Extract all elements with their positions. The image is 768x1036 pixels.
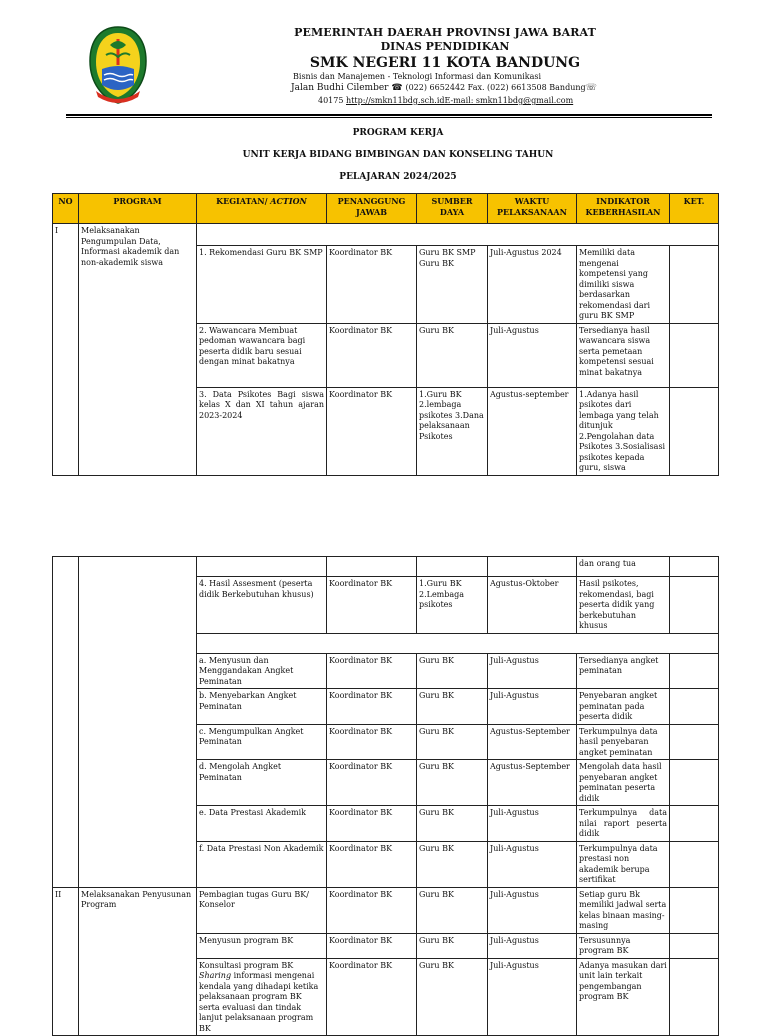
jawa-barat-emblem-icon	[88, 25, 148, 105]
indikator-cell: dan orang tua	[577, 557, 670, 577]
sumber-cell: Guru BK	[417, 841, 488, 887]
ket-cell	[670, 323, 719, 387]
section-2-program: Melaksanakan Penyusunan Program	[79, 887, 197, 1036]
school-contact	[318, 96, 638, 106]
sumber-cell: Guru BK	[417, 689, 488, 725]
kegiatan-cell: 2. Wawancara Membuat pedoman wawancara bagi peserta didik baru sesuai dengan minat bakatnya	[197, 323, 327, 387]
pj-cell: Koordinator BK	[327, 933, 417, 958]
indikator-cell: Hasil psikotes, rekomendasi, bagi peserta didik yang berkebutuhan khusus	[577, 577, 670, 634]
kegiatan-cell: d. Mengolah Angket Peminatan	[197, 760, 327, 806]
header-rule-thick	[66, 114, 712, 116]
header-rule-thin	[66, 117, 712, 118]
header-pj: PENANGGUNG JAWAB	[327, 194, 417, 224]
ket-cell	[670, 246, 719, 324]
waktu-cell: Juli-Agustus	[488, 887, 577, 933]
kegiatan-cell: a. Menyusun dan Menggandakan Angket Peminatan	[197, 653, 327, 689]
kegiatan-cell: Pembagian tugas Guru BK/ Konselor	[197, 887, 327, 933]
sumber-cell: 1.Guru BK 2.Lembaga psikotes	[417, 577, 488, 634]
gov-name: PEMERINTAH DAERAH PROVINSI JAWA BARAT	[294, 26, 596, 39]
website-link[interactable]: http://smkn11bdg.sch.id	[346, 96, 445, 105]
ket-cell	[670, 724, 719, 760]
sumber-cell: Guru BK SMP Guru BK	[417, 246, 488, 324]
kegiatan-cell: Menyusun program BK	[197, 933, 327, 958]
indikator-cell: Terkumpulnya data nilai raport peserta didik	[577, 806, 670, 842]
school-address	[291, 82, 611, 94]
school-programs: Bisnis dan Manajemen - Teknologi Informasi dan Komunikasi	[293, 72, 542, 81]
indikator-cell: Tersusunnya program BK	[577, 933, 670, 958]
title-line-2: UNIT KERJA BIDANG BIMBINGAN DAN KONSELING TAHUN	[242, 150, 554, 160]
kegiatan-cell: e. Data Prestasi Akademik	[197, 806, 327, 842]
header-ket: KET.	[670, 194, 719, 224]
email-link[interactable]: E-mail: smkn11bdg@gmail.com	[444, 96, 574, 105]
pj-cell: Koordinator BK	[327, 724, 417, 760]
school-name: SMK NEGERI 11 KOTA BANDUNG	[309, 55, 581, 71]
fax-icon: ☏	[585, 83, 597, 93]
waktu-cell: Juli-Agustus	[488, 653, 577, 689]
pj-cell: Koordinator BK	[327, 887, 417, 933]
spacer-cell	[197, 224, 719, 246]
pj-cell: Koordinator BK	[327, 387, 417, 475]
table-row	[53, 224, 719, 246]
ket-cell	[670, 689, 719, 725]
section-2-no: II	[53, 887, 79, 1036]
kegiatan-cell: 3. Data Psikotes Bagi siswa kelas X dan XI tahun ajaran 2023-2024	[197, 387, 327, 475]
kegiatan-cell: b. Menyebarkan Angket Peminatan	[197, 689, 327, 725]
section-1-no: I	[53, 224, 79, 476]
table-row	[53, 887, 719, 933]
kegiatan-cell	[197, 557, 327, 577]
ket-cell	[670, 806, 719, 842]
work-program-table-part-1	[52, 193, 719, 476]
pj-cell: Koordinator BK	[327, 689, 417, 725]
table-header-row	[53, 194, 719, 224]
kegiatan-cell	[197, 958, 327, 1036]
waktu-cell: Agustus-september	[488, 387, 577, 475]
kegiatan-cell: c. Mengumpulkan Angket Peminatan	[197, 724, 327, 760]
spacer-cell	[197, 633, 719, 653]
indikator-cell: Terkumpulnya data hasil penyebaran angket peminatan	[577, 724, 670, 760]
sumber-cell: Guru BK	[417, 806, 488, 842]
pj-cell: Koordinator BK	[327, 323, 417, 387]
pj-cell: Koordinator BK	[327, 806, 417, 842]
phone-icon: ☎	[391, 83, 403, 93]
pj-cell	[327, 557, 417, 577]
kegiatan-cell: 4. Hasil Assesment (peserta didik Berkebutuhan khusus)	[197, 577, 327, 634]
sumber-cell: Guru BK	[417, 887, 488, 933]
header-sumber: SUMBER DAYA	[417, 194, 488, 224]
kegiatan-cell: f. Data Prestasi Non Akademik	[197, 841, 327, 887]
title-line-1: PROGRAM KERJA	[352, 128, 444, 138]
ket-cell	[670, 933, 719, 958]
waktu-cell: Juli-Agustus	[488, 958, 577, 1036]
pj-cell: Koordinator BK	[327, 653, 417, 689]
kegiatan-text-pre: Konsultasi program BK	[199, 960, 294, 970]
sumber-cell: Guru BK	[417, 933, 488, 958]
waktu-cell: Juli-Agustus	[488, 841, 577, 887]
title-line-3: PELAJARAN 2024/2025	[339, 172, 457, 182]
kegiatan-text-post: informasi mengenai kendala yang dihadapi ketika pelaksanaan program BK serta evaluasi dan tindak lanjut pelaksanaan program BK	[199, 971, 319, 1033]
header-waktu: WAKTU PELAKSANAAN	[488, 194, 577, 224]
dept-name: DINAS PENDIDIKAN	[380, 40, 510, 53]
header-indikator: INDIKATOR KEBERHASILAN	[577, 194, 670, 224]
indikator-cell: Adanya masukan dari unit lain terkait pengembangan program BK	[577, 958, 670, 1036]
ket-cell	[670, 887, 719, 933]
indikator-cell: Terkumpulnya data prestasi non akademik berupa sertifikat	[577, 841, 670, 887]
waktu-cell: Agustus-September	[488, 760, 577, 806]
sumber-cell: 1.Guru BK 2.lembaga psikotes 3.Dana pelaksanaan Psikotes	[417, 387, 488, 475]
address-street: Jalan Budhi Cilember	[291, 83, 389, 93]
indikator-cell: Tersedianya hasil wawancara siswa serta pemetaan kompetensi sesuai minat bakatnya	[577, 323, 670, 387]
waktu-cell	[488, 557, 577, 577]
letterhead	[0, 0, 768, 120]
header-kegiatan	[197, 194, 327, 224]
sumber-cell: Guru BK	[417, 724, 488, 760]
waktu-cell: Juli-Agustus	[488, 806, 577, 842]
pj-cell: Koordinator BK	[327, 958, 417, 1036]
waktu-cell: Agustus-September	[488, 724, 577, 760]
section-1-program-cont	[79, 557, 197, 888]
pj-cell: Koordinator BK	[327, 841, 417, 887]
header-program: PROGRAM	[79, 194, 197, 224]
indikator-cell: 1.Adanya hasil psikotes dari lembaga yang telah ditunjuk 2.Pengolahan data Psikotes 3.Sosialisasi psikotes kepada guru, siswa	[577, 387, 670, 475]
work-program-table-part-2	[52, 556, 719, 1036]
sumber-cell	[417, 557, 488, 577]
ket-cell	[670, 841, 719, 887]
indikator-cell: Penyebaran angket peminatan pada peserta didik	[577, 689, 670, 725]
sumber-cell: Guru BK	[417, 653, 488, 689]
sumber-cell: Guru BK	[417, 760, 488, 806]
indikator-cell: Tersedianya angket peminatan	[577, 653, 670, 689]
ket-cell	[670, 387, 719, 475]
section-1-program: Melaksanakan Pengumpulan Data, Informasi akademik dan non-akademik siswa	[79, 224, 197, 476]
ket-cell	[670, 577, 719, 634]
ket-cell	[670, 958, 719, 1036]
sumber-cell: Guru BK	[417, 958, 488, 1036]
postal-code: 40175	[318, 96, 344, 105]
pj-cell: Koordinator BK	[327, 760, 417, 806]
waktu-cell: Agustus-Oktober	[488, 577, 577, 634]
header-kegiatan-label: KEGIATAN/	[216, 196, 268, 206]
ket-cell	[670, 557, 719, 577]
table-row	[53, 557, 719, 577]
ket-cell	[670, 653, 719, 689]
pj-cell: Koordinator BK	[327, 246, 417, 324]
pj-cell: Koordinator BK	[327, 577, 417, 634]
document-titles	[200, 128, 596, 194]
waktu-cell: Juli-Agustus	[488, 689, 577, 725]
section-1-no-cont	[53, 557, 79, 888]
sumber-cell: Guru BK	[417, 323, 488, 387]
header-kegiatan-italic: ACTION	[270, 196, 307, 206]
indikator-cell: Memiliki data mengenai kompetensi yang dimiliki siswa berdasarkan rekomendasi dari guru BK SMP	[577, 246, 670, 324]
ket-cell	[670, 760, 719, 806]
address-phone: (022) 6652442 Fax. (022) 6613508 Bandung	[405, 83, 586, 92]
waktu-cell: Juli-Agustus	[488, 933, 577, 958]
kegiatan-cell: 1. Rekomendasi Guru BK SMP	[197, 246, 327, 324]
waktu-cell: Juli-Agustus	[488, 323, 577, 387]
header-no: NO	[53, 194, 79, 224]
indikator-cell: Setiap guru Bk memiliki jadwal serta kelas binaan masing-masing	[577, 887, 670, 933]
indikator-cell: Mengolah data hasil penyebaran angket peminatan peserta didik	[577, 760, 670, 806]
waktu-cell: Juli-Agustus 2024	[488, 246, 577, 324]
kegiatan-text-italic: Sharing	[199, 971, 232, 980]
